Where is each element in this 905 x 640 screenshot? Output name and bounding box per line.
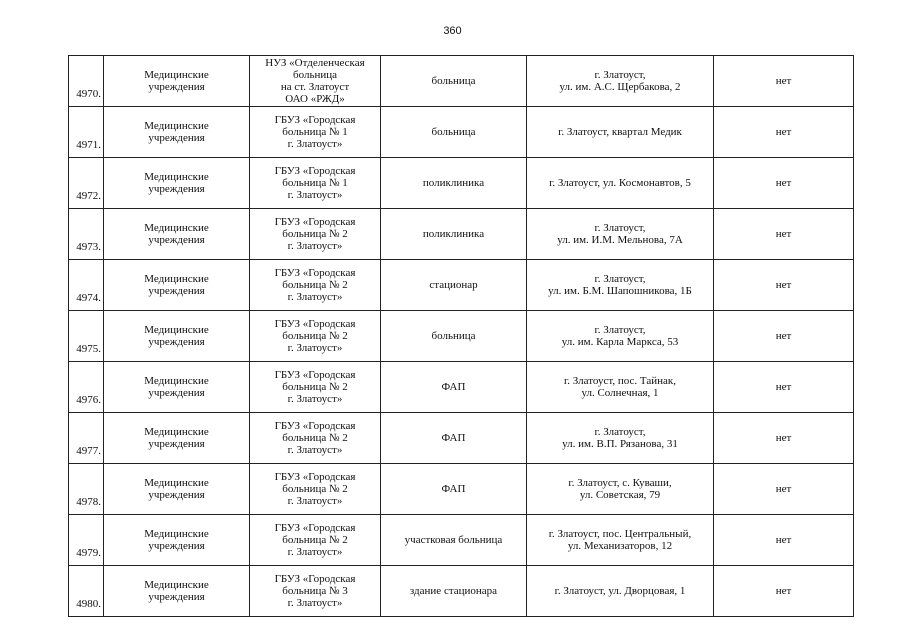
object-type-cell: ФАП (381, 413, 527, 464)
organization-cell: ГБУЗ «Городская больница № 2 г. Златоуст» (250, 311, 381, 362)
row-number-cell (69, 362, 104, 413)
category-cell: Медицинские учреждения (104, 515, 250, 566)
organization-cell: ГБУЗ «Городская больница № 2 г. Златоуст» (250, 260, 381, 311)
table-row (69, 362, 854, 413)
address-cell: г. Златоуст, ул. им. В.П. Рязанова, 31 (527, 413, 714, 464)
category-cell: Медицинские учреждения (104, 413, 250, 464)
row-number-cell (69, 566, 104, 617)
category-cell: Медицинские учреждения (104, 158, 250, 209)
note-cell: нет (714, 56, 854, 107)
table-row (69, 209, 854, 260)
organization-cell: ГБУЗ «Городская больница № 1 г. Златоуст» (250, 107, 381, 158)
organization-cell: ГБУЗ «Городская больница № 2 г. Златоуст» (250, 413, 381, 464)
row-number-label: 4976. (76, 394, 101, 406)
row-number-cell (69, 158, 104, 209)
object-type-cell: поликлиника (381, 209, 527, 260)
row-number-cell (69, 107, 104, 158)
row-number-label: 4971. (76, 139, 101, 151)
category-cell: Медицинские учреждения (104, 260, 250, 311)
organization-cell: НУЗ «Отделенческая больница на ст. Златоуст ОАО «РЖД» (250, 56, 381, 107)
note-cell: нет (714, 464, 854, 515)
object-type-cell: ФАП (381, 464, 527, 515)
address-cell: г. Златоуст, ул. Дворцовая, 1 (527, 566, 714, 617)
address-cell: г. Златоуст, квартал Медик (527, 107, 714, 158)
object-type-cell: поликлиника (381, 158, 527, 209)
address-cell: г. Златоуст, ул. им. А.С. Щербакова, 2 (527, 56, 714, 107)
registry-table (68, 55, 854, 617)
row-number-label: 4970. (76, 88, 101, 100)
row-number-cell (69, 209, 104, 260)
note-cell: нет (714, 311, 854, 362)
row-number-label: 4974. (76, 292, 101, 304)
object-type-cell: больница (381, 311, 527, 362)
row-number-cell (69, 413, 104, 464)
category-cell: Медицинские учреждения (104, 464, 250, 515)
category-cell: Медицинские учреждения (104, 311, 250, 362)
table-row (69, 260, 854, 311)
object-type-cell: ФАП (381, 362, 527, 413)
organization-cell: ГБУЗ «Городская больница № 3 г. Златоуст» (250, 566, 381, 617)
note-cell: нет (714, 413, 854, 464)
row-number-label: 4977. (76, 445, 101, 457)
note-cell: нет (714, 158, 854, 209)
table-row (69, 311, 854, 362)
row-number-label: 4975. (76, 343, 101, 355)
table-row (69, 56, 854, 107)
row-number-cell (69, 56, 104, 107)
address-cell: г. Златоуст, ул. им. Карла Маркса, 53 (527, 311, 714, 362)
row-number-cell (69, 515, 104, 566)
note-cell: нет (714, 260, 854, 311)
row-number-label: 4980. (76, 598, 101, 610)
table-row (69, 464, 854, 515)
registry-table-body (69, 56, 854, 617)
row-number-cell (69, 311, 104, 362)
note-cell: нет (714, 566, 854, 617)
object-type-cell: больница (381, 56, 527, 107)
address-cell: г. Златоуст, пос. Центральный, ул. Механизаторов, 12 (527, 515, 714, 566)
organization-cell: ГБУЗ «Городская больница № 1 г. Златоуст» (250, 158, 381, 209)
organization-cell: ГБУЗ «Городская больница № 2 г. Златоуст» (250, 464, 381, 515)
note-cell: нет (714, 107, 854, 158)
row-number-label: 4978. (76, 496, 101, 508)
table-row (69, 107, 854, 158)
address-cell: г. Златоуст, с. Куваши, ул. Советская, 79 (527, 464, 714, 515)
category-cell: Медицинские учреждения (104, 566, 250, 617)
object-type-cell: стационар (381, 260, 527, 311)
table-row (69, 158, 854, 209)
object-type-cell: здание стационара (381, 566, 527, 617)
row-number-cell (69, 464, 104, 515)
row-number-label: 4973. (76, 241, 101, 253)
note-cell: нет (714, 515, 854, 566)
address-cell: г. Златоуст, пос. Тайнак, ул. Солнечная, 1 (527, 362, 714, 413)
organization-cell: ГБУЗ «Городская больница № 2 г. Златоуст» (250, 209, 381, 260)
category-cell: Медицинские учреждения (104, 107, 250, 158)
object-type-cell: участковая больница (381, 515, 527, 566)
address-cell: г. Златоуст, ул. им. Б.М. Шапошникова, 1Б (527, 260, 714, 311)
note-cell: нет (714, 362, 854, 413)
row-number-cell (69, 260, 104, 311)
table-row (69, 515, 854, 566)
page-number: 360 (443, 25, 462, 37)
category-cell: Медицинские учреждения (104, 209, 250, 260)
category-cell: Медицинские учреждения (104, 362, 250, 413)
row-number-label: 4979. (76, 547, 101, 559)
organization-cell: ГБУЗ «Городская больница № 2 г. Златоуст» (250, 515, 381, 566)
address-cell: г. Златоуст, ул. Космонавтов, 5 (527, 158, 714, 209)
address-cell: г. Златоуст, ул. им. И.М. Мельнова, 7А (527, 209, 714, 260)
note-cell: нет (714, 209, 854, 260)
organization-cell: ГБУЗ «Городская больница № 2 г. Златоуст» (250, 362, 381, 413)
table-row (69, 413, 854, 464)
row-number-label: 4972. (76, 190, 101, 202)
table-row (69, 566, 854, 617)
category-cell: Медицинские учреждения (104, 56, 250, 107)
object-type-cell: больница (381, 107, 527, 158)
